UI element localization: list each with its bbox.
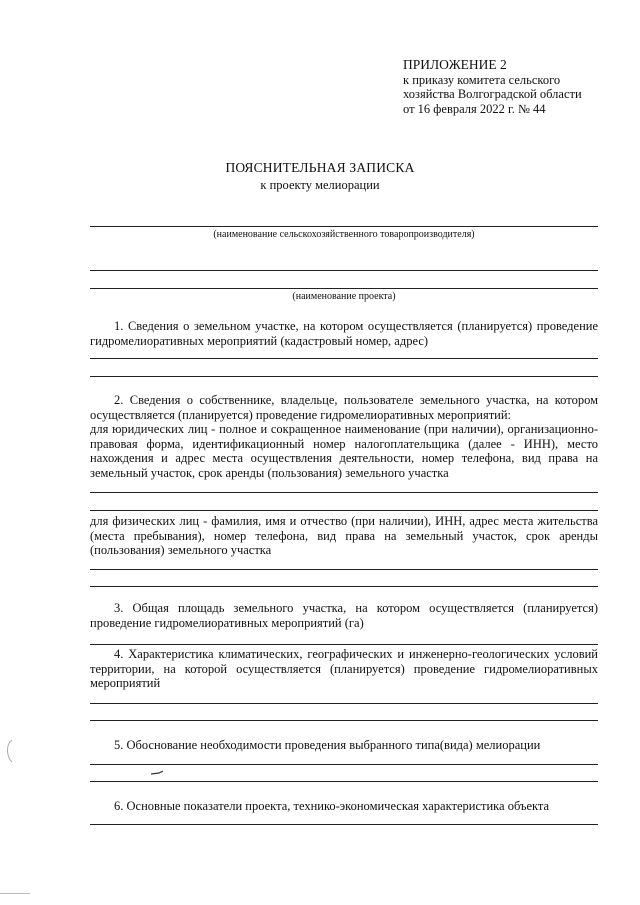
- section-2-line-4: [90, 586, 598, 587]
- project-name-line-2: [90, 288, 598, 289]
- section-4-text: 4. Характеристика климатических, географических и инженерно-геологических условий территории, на которой осуществляется (планируется) проведение гидромелиоративных мероприятий: [90, 647, 598, 690]
- section-4: [90, 647, 598, 691]
- section-5-line-1: [90, 764, 598, 765]
- appendix-committee-line: хозяйства Волгоградской области: [403, 87, 582, 101]
- section-4-line-2: [90, 720, 598, 721]
- document-title: ПОЯСНИТЕЛЬНАЯ ЗАПИСКА: [225, 160, 415, 175]
- section-2-intro: 2. Сведения о собственнике, владельце, пользователе земельного участка, на котором осуществляется (планируется) проведение гидромелиоративных мероприятий:: [90, 393, 598, 422]
- pen-mark-icon: [150, 770, 164, 776]
- section-4-line-1: [90, 703, 598, 704]
- section-3-text: 3. Общая площадь земельного участка, на котором осуществляется (планируется) проведение гидромелиоративных мероприятий (га): [90, 601, 598, 630]
- appendix-date-line: от 16 февраля 2022 г. № 44: [403, 101, 546, 116]
- producer-name-line: [90, 226, 598, 227]
- project-name-line-1: [90, 270, 598, 271]
- document-subtitle: к проекту мелиорации: [260, 178, 380, 192]
- scan-edge-mark: [0, 893, 30, 894]
- section-2-line-1: [90, 492, 598, 493]
- section-1-line-1: [90, 358, 598, 359]
- section-1-text: 1. Сведения о земельном участке, на котором осуществляется (планируется) проведение гидромелиоративных мероприятий (кадастровый номер, адрес): [90, 319, 598, 348]
- section-2-line-3: [90, 569, 598, 570]
- appendix-order-line: к приказу комитета сельского: [403, 72, 561, 87]
- section-6-line: [90, 824, 598, 825]
- section-2-line-2: [90, 510, 598, 511]
- section-5: [90, 738, 598, 753]
- appendix-heading: ПРИЛОЖЕНИЕ 2: [403, 57, 507, 72]
- section-2-individuals: [90, 514, 598, 558]
- section-2-legal-entities: для юридических лиц - полное и сокращенное наименование (при наличии), организационно-правовая форма, идентификационный номер налогоплательщика (далее - ИНН), место нахождения и адрес места осуществления деятельности, номер телефона, вид права на земельный участок, срок аренды (пользования) земельного участка: [90, 422, 598, 480]
- section-2-individuals-text: для физических лиц - фамилия, имя и отчество (при наличии), ИНН, адрес места жительства (места пребывания), номер телефона, вид права на земельный участок, срок аренды (пользования) земельного участка: [90, 514, 598, 557]
- section-3: [90, 601, 598, 630]
- section-5-line-2: [90, 781, 598, 782]
- project-caption: (наименование проекта): [292, 291, 396, 302]
- section-6: [90, 799, 598, 814]
- appendix-block: [403, 58, 623, 116]
- producer-caption: (наименование сельскохозяйственного товаропроизводителя): [213, 229, 475, 240]
- section-2: [90, 393, 598, 480]
- section-3-line: [90, 644, 598, 645]
- section-1-line-2: [90, 376, 598, 377]
- margin-scan-mark-icon: [4, 738, 14, 764]
- section-6-text: 6. Основные показатели проекта, технико-экономическая характеристика объекта: [114, 799, 550, 813]
- section-1: [90, 319, 598, 348]
- section-5-text: 5. Обоснование необходимости проведения выбранного типа(вида) мелиорации: [114, 738, 541, 752]
